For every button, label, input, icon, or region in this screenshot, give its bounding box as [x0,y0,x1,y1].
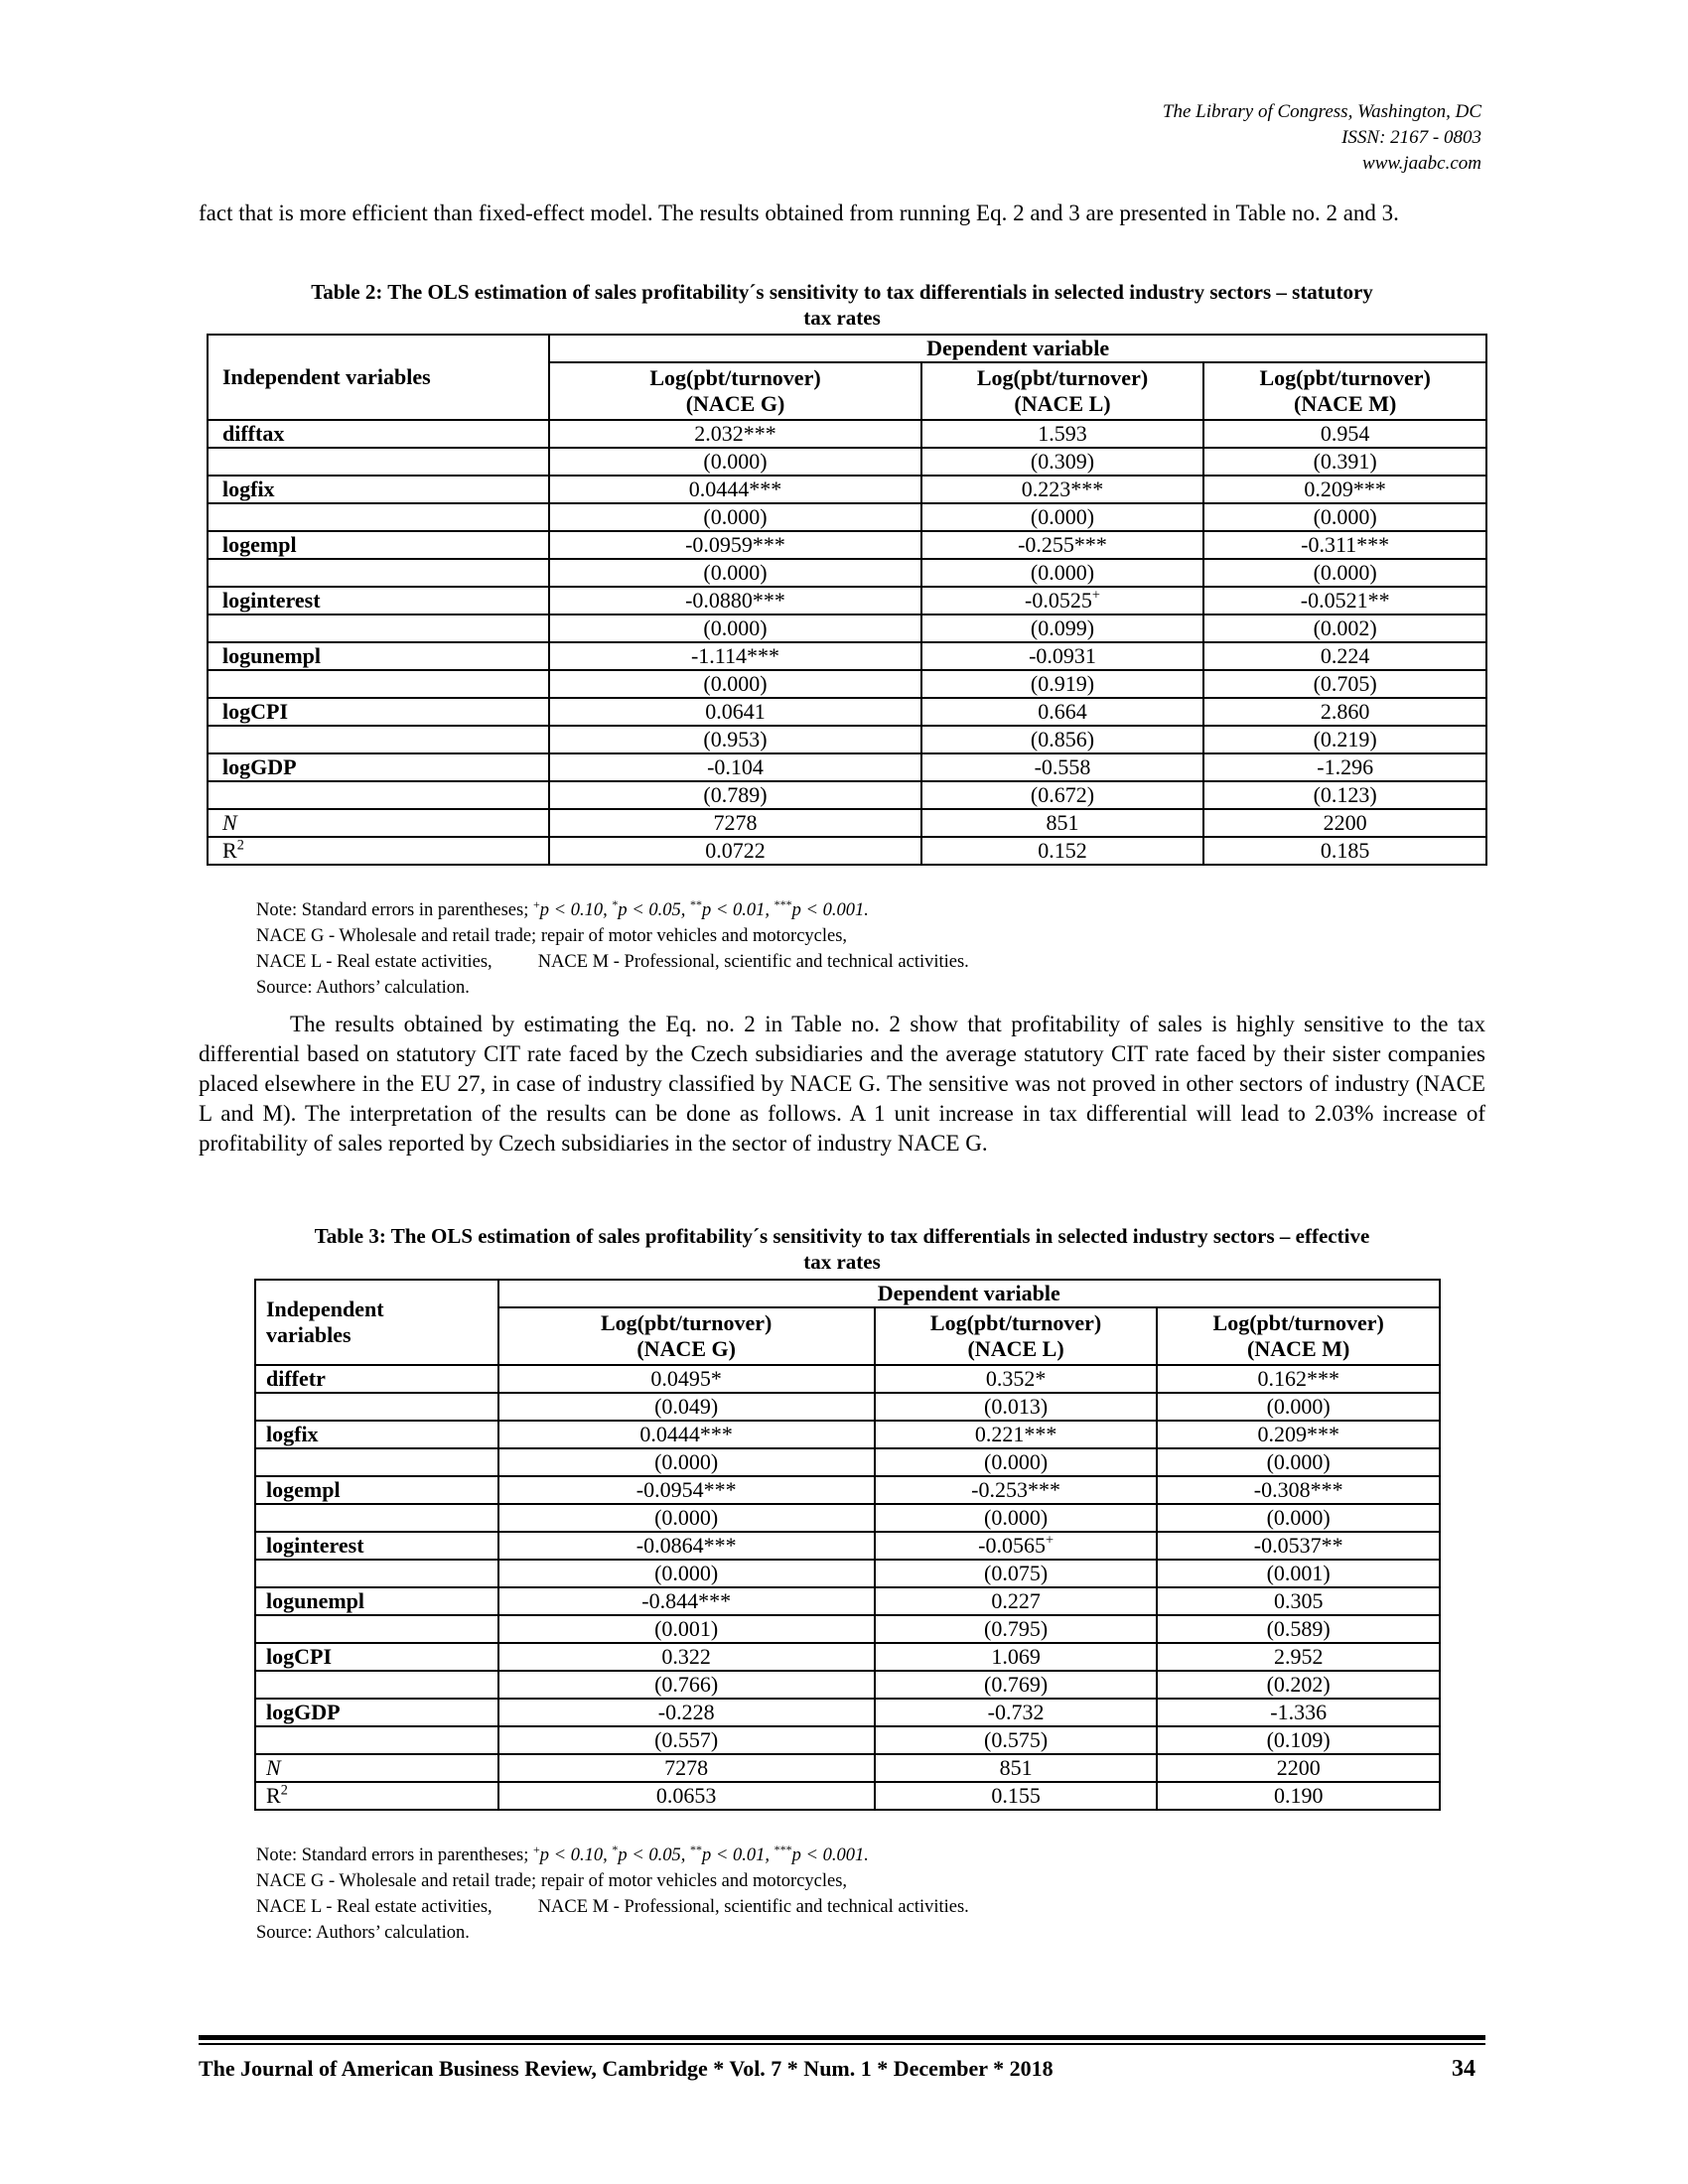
col-header-line1: Log(pbt/turnover) [649,365,821,390]
pvalue-cell: (0.000) [498,1560,875,1587]
pvalue-cell: (0.000) [921,503,1204,531]
empty-cell [255,1560,498,1587]
pvalue-cell: (0.099) [921,614,1204,642]
coefficient-cell [921,476,1204,503]
sig-level: p < 0.10, [539,1845,608,1865]
variable-name: logCPI [255,1643,498,1671]
page-number: 34 [1452,2056,1476,2082]
table3-col-header [498,1307,875,1365]
notes-nace-m: NACE M - Professional, scientific and technical activities. [537,952,969,972]
sig-sup: ** [689,1842,702,1856]
sig-sup: + [532,1842,540,1856]
variable-name: logCPI [208,698,549,726]
pvalue-cell: (0.123) [1203,781,1486,809]
n-value: 2200 [1203,809,1486,837]
table2-body [208,420,1486,809]
variable-name: logGDP [255,1699,498,1726]
notes-nace-m: NACE M - Professional, scientific and technical activities. [537,1897,969,1917]
notes-significance [256,1843,969,1868]
empty-cell [208,781,549,809]
pvalue-cell: (0.795) [875,1615,1158,1643]
r2-label [255,1782,498,1810]
variable-name: loginterest [208,587,549,614]
coefficient-value: -1.296 [1317,754,1374,779]
coefficient-cell [498,1532,875,1560]
col-header-line2: (NACE G) [685,391,785,416]
coefficient-cell [1203,642,1486,670]
table2-col-header [921,362,1204,420]
pvalue-cell: (0.000) [1203,559,1486,587]
coefficient-value: 0.227 [991,1588,1041,1613]
coefficient-cell [1203,698,1486,726]
pvalue-cell: (0.075) [875,1560,1158,1587]
coefficient-value: 0.0444*** [688,477,782,501]
r2-label-sup: 2 [236,837,244,854]
table-row [255,1782,1440,1810]
coefficient-value: -0.228 [657,1700,715,1724]
col-header-line2: (NACE L) [967,1336,1064,1361]
notes-nace-lm [256,949,969,975]
coefficient-value: -0.844*** [641,1588,732,1613]
pvalue-cell: (0.766) [498,1671,875,1699]
coefficient-value: 0.221*** [974,1422,1057,1446]
pvalue-cell: (0.000) [549,448,920,476]
pvalue-cell: (0.000) [549,503,920,531]
sig-level: p < 0.05, [618,900,686,920]
n-value: 851 [875,1754,1158,1782]
pvalue-cell: (0.953) [549,726,920,753]
pvalue-cell: (0.589) [1157,1615,1440,1643]
empty-cell [208,726,549,753]
coefficient-value: -0.0537** [1253,1533,1343,1558]
coefficient-cell [875,1699,1158,1726]
col-header-line1: Log(pbt/turnover) [929,1310,1102,1335]
table-row [255,1393,1440,1421]
coefficient-cell [1157,1699,1440,1726]
coefficient-value: -0.255*** [1018,532,1107,557]
table3-notes [256,1843,969,1946]
table-row [208,420,1486,448]
coefficient-cell [921,698,1204,726]
coefficient-value: -0.104 [707,754,764,779]
notes-nace-g: NACE G - Wholesale and retail trade; repair of motor vehicles and motorcycles, [256,926,848,946]
variable-name: logfix [208,476,549,503]
coefficient-cell [549,420,920,448]
coefficient-cell [549,476,920,503]
variable-name: loginterest [255,1532,498,1560]
empty-cell [255,1448,498,1476]
table-row [255,1615,1440,1643]
coefficient-value: 2.032*** [694,421,776,446]
header-library: The Library of Congress, Washington, DC [1162,101,1481,122]
notes-source: Source: Authors’ calculation. [256,1923,470,1943]
intro-paragraph: fact that is more efficient than fixed-effect model. The results obtained from running Eq. 2 and 3 are presented in Table no. 2 and 3. [199,201,1399,225]
table3-col-header [1157,1307,1440,1365]
coefficient-value: -0.0565 [978,1533,1046,1558]
coefficient-cell [921,753,1204,781]
empty-cell [255,1393,498,1421]
coefficient-value: 0.209*** [1304,477,1386,501]
table-row [255,1699,1440,1726]
table-row [255,1587,1440,1615]
sig-sup: *** [774,1842,792,1856]
table-row [208,476,1486,503]
coefficient-value: -0.0931 [1029,643,1096,668]
coefficient-cell [549,642,920,670]
table2-col-header [1203,362,1486,420]
coefficient-cell [1203,531,1486,559]
table-row [208,726,1486,753]
r2-label-text: R [266,1783,281,1808]
notes-significance [256,897,969,923]
empty-cell [208,614,549,642]
coefficient-value: -0.0880*** [685,588,785,613]
table-row [255,1365,1440,1393]
r2-value: 0.152 [921,837,1204,865]
coefficient-cell [549,753,920,781]
coefficient-cell [498,1643,875,1671]
coefficient-value: -0.0954*** [635,1477,737,1502]
variable-name: logempl [255,1476,498,1504]
coefficient-cell [875,1532,1158,1560]
coefficient-value: 0.162*** [1257,1366,1339,1391]
pvalue-cell: (0.000) [549,614,920,642]
n-value: 7278 [498,1754,875,1782]
coefficient-cell [921,531,1204,559]
coefficient-value: -0.311*** [1301,532,1390,557]
sig-level: p < 0.05, [618,1845,686,1865]
pvalue-cell: (0.000) [1157,1448,1440,1476]
sig-level: p < 0.001. [791,1845,869,1865]
empty-cell [208,448,549,476]
table-row [208,670,1486,698]
table-row [208,698,1486,726]
pvalue-cell: (0.202) [1157,1671,1440,1699]
pvalue-cell: (0.002) [1203,614,1486,642]
variable-name: logfix [255,1421,498,1448]
table3-caption [199,1223,1485,1275]
table-row [208,837,1486,865]
coefficient-value: 0.954 [1320,421,1370,446]
coefficient-value: 0.305 [1273,1588,1324,1613]
table3-dep-header: Dependent variable [498,1280,1440,1307]
notes-nace-lm [256,1894,969,1920]
r2-label-text: R [222,838,237,863]
coefficient-value: -0.558 [1034,754,1091,779]
body-paragraph: The results obtained by estimating the Eq. no. 2 in Table no. 2 show that profitability of sales is highly sensitive to the tax differential based on statutory CIT rate faced by the Czech subsidiaries and the average statutory CIT rate faced by their sister companies placed elsewhere in the EU 27, in case of industry classified by NACE G. The sensitive was not proved in other sectors of industry (NACE L and M). The interpretation of the results can be done as follows. A 1 unit increase in tax differential will lead to 2.03% increase of profitability of sales reported by Czech subsidiaries in the sector of industry NACE G. [199,1012,1485,1156]
table-row [255,1560,1440,1587]
pvalue-cell: (0.672) [921,781,1204,809]
r2-label-sup: 2 [280,1782,288,1799]
notes-source: Source: Authors’ calculation. [256,978,470,998]
pvalue-cell: (0.109) [1157,1726,1440,1754]
coefficient-cell [875,1643,1158,1671]
pvalue-cell: (0.000) [921,559,1204,587]
n-value: 851 [921,809,1204,837]
empty-cell [208,559,549,587]
table-row [208,753,1486,781]
n-label: N [255,1754,498,1782]
coefficient-value: 0.664 [1038,699,1087,724]
table-row [255,1643,1440,1671]
sig-sup: *** [774,896,792,911]
coefficient-cell [875,1421,1158,1448]
journal-footer [199,2053,1485,2085]
pvalue-cell: (0.769) [875,1671,1158,1699]
coefficient-value: 2.860 [1320,699,1370,724]
coefficient-value: 2.952 [1273,1644,1324,1669]
table2-indep-header: Independent variables [208,335,549,420]
variable-name: logGDP [208,753,549,781]
sig-sup: + [532,896,540,911]
table2-caption [199,279,1485,331]
pvalue-cell: (0.000) [549,559,920,587]
coefficient-cell [1157,1587,1440,1615]
table2-caption-line2: tax rates [803,306,881,330]
coefficient-cell [921,420,1204,448]
footer-journal: The Journal of American Business Review, Cambridge * Vol. 7 * Num. 1 * December * 2018 [199,2056,1054,2081]
table3-caption-line2: tax rates [803,1250,881,1274]
pvalue-cell: (0.000) [498,1448,875,1476]
indep-header-line2: variables [266,1322,352,1347]
pvalue-cell: (0.575) [875,1726,1158,1754]
n-value: 7278 [549,809,920,837]
coefficient-cell [549,531,920,559]
coefficient-value: -1.336 [1270,1700,1328,1724]
coefficient-cell [875,1587,1158,1615]
coefficient-cell [1157,1365,1440,1393]
pvalue-cell: (0.789) [549,781,920,809]
table-row [208,503,1486,531]
footer-rule-thin [199,2043,1485,2045]
table-row [255,1754,1440,1782]
pvalue-cell: (0.000) [1157,1393,1440,1421]
coefficient-value: 0.224 [1320,643,1370,668]
empty-cell [255,1615,498,1643]
r2-label [208,837,549,865]
sig-level: p < 0.01, [702,900,770,920]
sig-level: p < 0.001. [791,900,869,920]
table-row [208,642,1486,670]
notes-nace-l: NACE L - Real estate activities, [256,952,492,972]
table2-notes [256,897,969,1001]
sig-level: p < 0.10, [539,900,608,920]
coefficient-cell [549,587,920,614]
header-website: www.jaabc.com [1362,153,1481,174]
table3-caption-line1: Table 3: The OLS estimation of sales profitability´s sensitivity to tax differentials in selected industry sectors – effective [314,1224,1370,1248]
table2 [207,334,1487,866]
col-header-line1: Log(pbt/turnover) [1212,1310,1384,1335]
pvalue-cell: (0.049) [498,1393,875,1421]
coefficient-cell [1157,1476,1440,1504]
col-header-line2: (NACE M) [1247,1336,1350,1361]
table-row [255,1671,1440,1699]
sig-sup: * [612,896,619,911]
indep-header-line1: Independent [266,1297,384,1321]
coefficient-value: -0.308*** [1253,1477,1343,1502]
coefficient-value: 0.0495* [650,1366,722,1391]
coefficient-value: 0.223*** [1021,477,1104,501]
pvalue-cell: (0.001) [498,1615,875,1643]
coefficient-value: -0.0864*** [635,1533,737,1558]
variable-name: difftax [208,420,549,448]
coefficient-cell [1203,420,1486,448]
table-row [255,1448,1440,1476]
table3-col-header [875,1307,1158,1365]
pvalue-cell: (0.000) [1157,1504,1440,1532]
coefficient-cell [498,1365,875,1393]
coefficient-value: -1.114*** [690,643,779,668]
coefficient-cell [875,1365,1158,1393]
coefficient-cell [1157,1421,1440,1448]
empty-cell [208,503,549,531]
coefficient-value: 0.209*** [1257,1422,1339,1446]
col-header-line2: (NACE L) [1014,391,1111,416]
table-row [208,781,1486,809]
coefficient-cell [1157,1643,1440,1671]
col-header-line2: (NACE G) [636,1336,736,1361]
variable-name: logunempl [255,1587,498,1615]
pvalue-cell: (0.557) [498,1726,875,1754]
coefficient-cell [875,1476,1158,1504]
pvalue-cell: (0.856) [921,726,1204,753]
table-row [208,559,1486,587]
pvalue-cell: (0.000) [875,1448,1158,1476]
notes-nace-g: NACE G - Wholesale and retail trade; repair of motor vehicles and motorcycles, [256,1871,848,1891]
r2-value: 0.0653 [498,1782,875,1810]
sig-level: p < 0.01, [702,1845,770,1865]
pvalue-cell: (0.000) [549,670,920,698]
table-row [208,614,1486,642]
r2-value: 0.0722 [549,837,920,865]
pvalue-cell: (0.391) [1203,448,1486,476]
sig-sup: * [612,1842,619,1856]
table-row [208,587,1486,614]
table3-indep-header [255,1280,498,1365]
coefficient-sup: + [1091,587,1100,604]
col-header-line1: Log(pbt/turnover) [601,1310,773,1335]
coefficient-cell [1203,587,1486,614]
r2-value: 0.155 [875,1782,1158,1810]
notes-prefix: Note: Standard errors in parentheses; [256,900,529,920]
empty-cell [208,670,549,698]
coefficient-value: 1.069 [991,1644,1041,1669]
variable-name: diffetr [255,1365,498,1393]
pvalue-cell: (0.000) [498,1504,875,1532]
pvalue-cell: (0.000) [1203,503,1486,531]
coefficient-cell [498,1421,875,1448]
coefficient-cell [921,587,1204,614]
coefficient-value: 1.593 [1038,421,1087,446]
pvalue-cell: (0.705) [1203,670,1486,698]
coefficient-value: 0.352* [985,1366,1047,1391]
coefficient-value: -0.0525 [1025,588,1092,613]
coefficient-cell [1203,753,1486,781]
col-header-line1: Log(pbt/turnover) [1259,365,1431,390]
table3 [254,1279,1441,1811]
coefficient-cell [921,642,1204,670]
table-row [208,448,1486,476]
table-row [255,1726,1440,1754]
table2-caption-line1: Table 2: The OLS estimation of sales profitability´s sensitivity to tax differentials in selected industry sectors – statutory [311,280,1373,304]
coefficient-cell [498,1587,875,1615]
table-row [255,1476,1440,1504]
table-row [255,1421,1440,1448]
coefficient-cell [549,698,920,726]
r2-value: 0.185 [1203,837,1486,865]
variable-name: logunempl [208,642,549,670]
pvalue-cell: (0.309) [921,448,1204,476]
journal-header [1163,99,1481,177]
notes-prefix: Note: Standard errors in parentheses; [256,1845,529,1865]
sig-sup: ** [689,896,702,911]
table-row [255,1532,1440,1560]
table2-col-header [549,362,920,420]
notes-nace-l: NACE L - Real estate activities, [256,1897,492,1917]
table-row [208,809,1486,837]
r2-value: 0.190 [1157,1782,1440,1810]
col-header-line2: (NACE M) [1294,391,1397,416]
pvalue-cell: (0.000) [875,1504,1158,1532]
coefficient-cell [1157,1532,1440,1560]
pvalue-cell: (0.013) [875,1393,1158,1421]
pvalue-cell: (0.919) [921,670,1204,698]
coefficient-value: 0.0641 [705,699,766,724]
table3-body [255,1365,1440,1754]
coefficient-value: -0.253*** [971,1477,1060,1502]
empty-cell [255,1671,498,1699]
table-row [208,531,1486,559]
pvalue-cell: (0.219) [1203,726,1486,753]
n-label: N [208,809,549,837]
pvalue-cell: (0.001) [1157,1560,1440,1587]
coefficient-cell [1203,476,1486,503]
table2-dep-header: Dependent variable [549,335,1486,362]
footer-rule-thick [199,2035,1485,2040]
coefficient-value: -0.0521** [1300,588,1390,613]
coefficient-sup: + [1045,1532,1055,1549]
coefficient-cell [498,1699,875,1726]
coefficient-value: 0.322 [661,1644,711,1669]
coefficient-value: -0.0959*** [685,532,785,557]
variable-name: logempl [208,531,549,559]
n-value: 2200 [1157,1754,1440,1782]
col-header-line1: Log(pbt/turnover) [976,365,1149,390]
coefficient-cell [498,1476,875,1504]
coefficient-value: 0.0444*** [639,1422,733,1446]
empty-cell [255,1726,498,1754]
table-row [255,1504,1440,1532]
coefficient-value: -0.732 [987,1700,1045,1724]
header-issn: ISSN: 2167 - 0803 [1341,127,1481,148]
empty-cell [255,1504,498,1532]
